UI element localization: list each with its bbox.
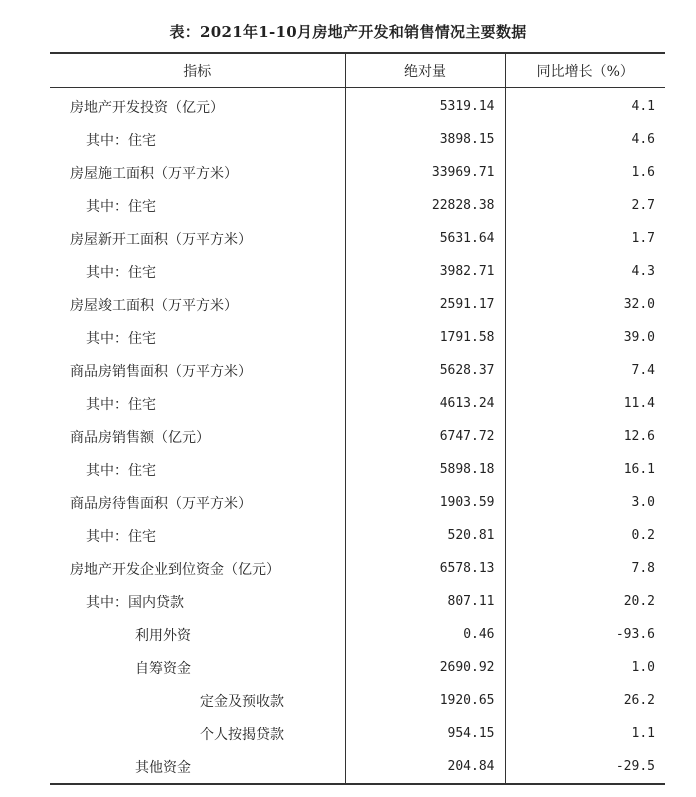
row-label: 其中：国内贷款 [86,594,184,611]
row-growth: 32.0 [505,288,665,321]
row-label: 个人按揭贷款 [200,726,284,743]
row-label: 商品房销售额（亿元） [70,429,210,446]
row-growth: 4.6 [505,123,665,156]
row-label: 定金及预收款 [200,693,284,710]
row-growth: 2.7 [505,189,665,222]
row-label: 其中：住宅 [86,330,156,347]
table-row [50,585,665,618]
row-label: 房地产开发企业到位资金（亿元） [70,561,280,578]
row-label: 自筹资金 [135,660,191,677]
table-row [50,486,665,519]
row-growth: 4.1 [505,88,665,124]
row-value: 520.81 [345,519,505,552]
row-label: 利用外资 [135,627,191,644]
row-value: 1920.65 [345,684,505,717]
row-growth: -29.5 [505,750,665,783]
row-label: 房屋竣工面积（万平方米） [70,297,238,314]
row-value: 5631.64 [345,222,505,255]
table-row [50,255,665,288]
table-row [50,684,665,717]
row-value: 204.84 [345,750,505,783]
row-label: 其中：住宅 [86,132,156,149]
row-value: 22828.38 [345,189,505,222]
row-value: 4613.24 [345,387,505,420]
row-growth: 1.7 [505,222,665,255]
row-growth: 12.6 [505,420,665,453]
row-growth: 26.2 [505,684,665,717]
row-value: 0.46 [345,618,505,651]
header-yoy-growth: 同比增长（%） [505,54,665,88]
row-growth: 39.0 [505,321,665,354]
table-row [50,156,665,189]
table-title: 表：2021年1-10月房地产开发和销售情况主要数据 [169,23,527,41]
table-row [50,123,665,156]
table-row [50,222,665,255]
row-growth: 7.8 [505,552,665,585]
row-growth: 1.0 [505,651,665,684]
row-label: 房屋施工面积（万平方米） [70,165,238,182]
table-row [50,387,665,420]
data-table [50,54,665,783]
row-growth: 0.2 [505,519,665,552]
table-row [50,651,665,684]
row-growth: 1.1 [505,717,665,750]
table-row [50,750,665,783]
row-value: 5628.37 [345,354,505,387]
table-header-row [50,54,665,88]
row-value: 6578.13 [345,552,505,585]
row-value: 2591.17 [345,288,505,321]
row-growth: 11.4 [505,387,665,420]
row-value: 33969.71 [345,156,505,189]
row-label: 其他资金 [135,759,191,776]
row-value: 6747.72 [345,420,505,453]
row-value: 5898.18 [345,453,505,486]
row-value: 5319.14 [345,88,505,124]
row-label: 房屋新开工面积（万平方米） [70,231,252,248]
row-value: 807.11 [345,585,505,618]
row-label: 其中：住宅 [86,396,156,413]
row-growth: 20.2 [505,585,665,618]
table-row [50,420,665,453]
row-value: 3898.15 [345,123,505,156]
row-value: 2690.92 [345,651,505,684]
table-row [50,552,665,585]
table-row [50,519,665,552]
row-label: 其中：住宅 [86,198,156,215]
row-label: 商品房待售面积（万平方米） [70,495,252,512]
table-row [50,288,665,321]
row-label: 其中：住宅 [86,462,156,479]
row-growth: 3.0 [505,486,665,519]
table-row [50,453,665,486]
header-indicator: 指标 [50,54,345,88]
row-label: 其中：住宅 [86,528,156,545]
table-row [50,321,665,354]
row-value: 1791.58 [345,321,505,354]
row-growth: 4.3 [505,255,665,288]
row-value: 3982.71 [345,255,505,288]
row-value: 1903.59 [345,486,505,519]
row-growth: 1.6 [505,156,665,189]
row-label: 房地产开发投资（亿元） [70,99,224,116]
data-table-container [50,52,665,785]
row-label: 其中：住宅 [86,264,156,281]
table-row [50,618,665,651]
row-growth: -93.6 [505,618,665,651]
row-value: 954.15 [345,717,505,750]
table-row [50,88,665,124]
table-row [50,717,665,750]
table-row [50,354,665,387]
row-label: 商品房销售面积（万平方米） [70,363,252,380]
row-growth: 16.1 [505,453,665,486]
table-row [50,189,665,222]
header-absolute-value: 绝对量 [345,54,505,88]
row-growth: 7.4 [505,354,665,387]
